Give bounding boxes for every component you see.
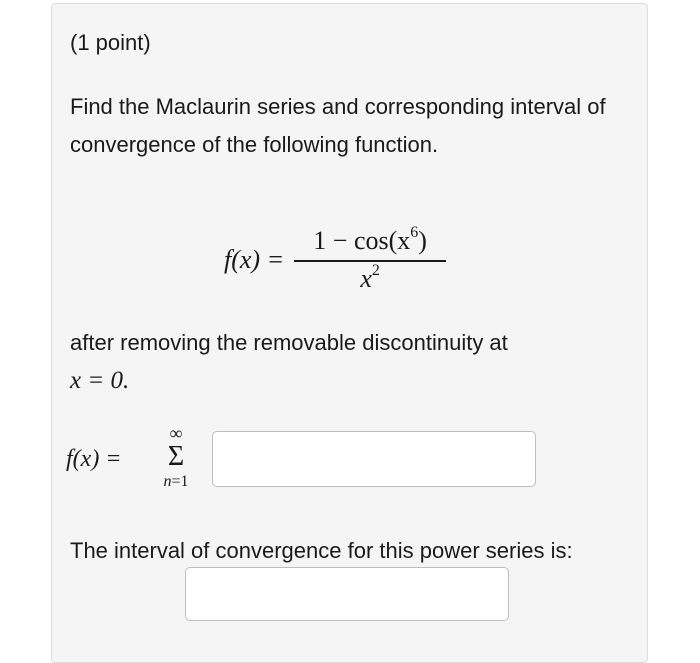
numerator-text: 1 − cos(x	[313, 226, 411, 255]
problem-card	[51, 3, 648, 663]
formula-fraction	[294, 226, 446, 294]
interval-question: The interval of convergence for this power series is:	[70, 538, 573, 563]
question-text: Find the Maclaurin series and corresponding interval of convergence of the following function.	[70, 94, 606, 157]
function-formula	[224, 226, 446, 294]
after-math: x = 0.	[70, 367, 130, 394]
sigma-block	[156, 424, 196, 492]
formula-lhs: f(x) =	[224, 244, 285, 274]
lower-rest: =1	[171, 473, 189, 490]
denominator-exponent: 2	[371, 261, 380, 279]
lower-var: n	[163, 473, 172, 490]
numerator-exponent: 6	[410, 224, 419, 241]
interval-answer-input[interactable]	[185, 567, 509, 621]
denominator-text: x	[360, 263, 372, 293]
series-lhs: f(x) =	[66, 446, 122, 472]
numerator-close: )	[418, 226, 427, 255]
lower-limit	[156, 472, 196, 492]
formula-numerator	[309, 226, 431, 260]
sigma-symbol: Σ	[167, 441, 185, 472]
after-text: after removing the removable discontinuity at	[70, 330, 508, 355]
points-label: (1 point)	[70, 30, 151, 55]
formula-denominator	[360, 262, 380, 294]
after-text-block	[70, 324, 630, 400]
upper-limit: ∞	[169, 423, 183, 443]
series-answer-input[interactable]	[212, 431, 536, 487]
